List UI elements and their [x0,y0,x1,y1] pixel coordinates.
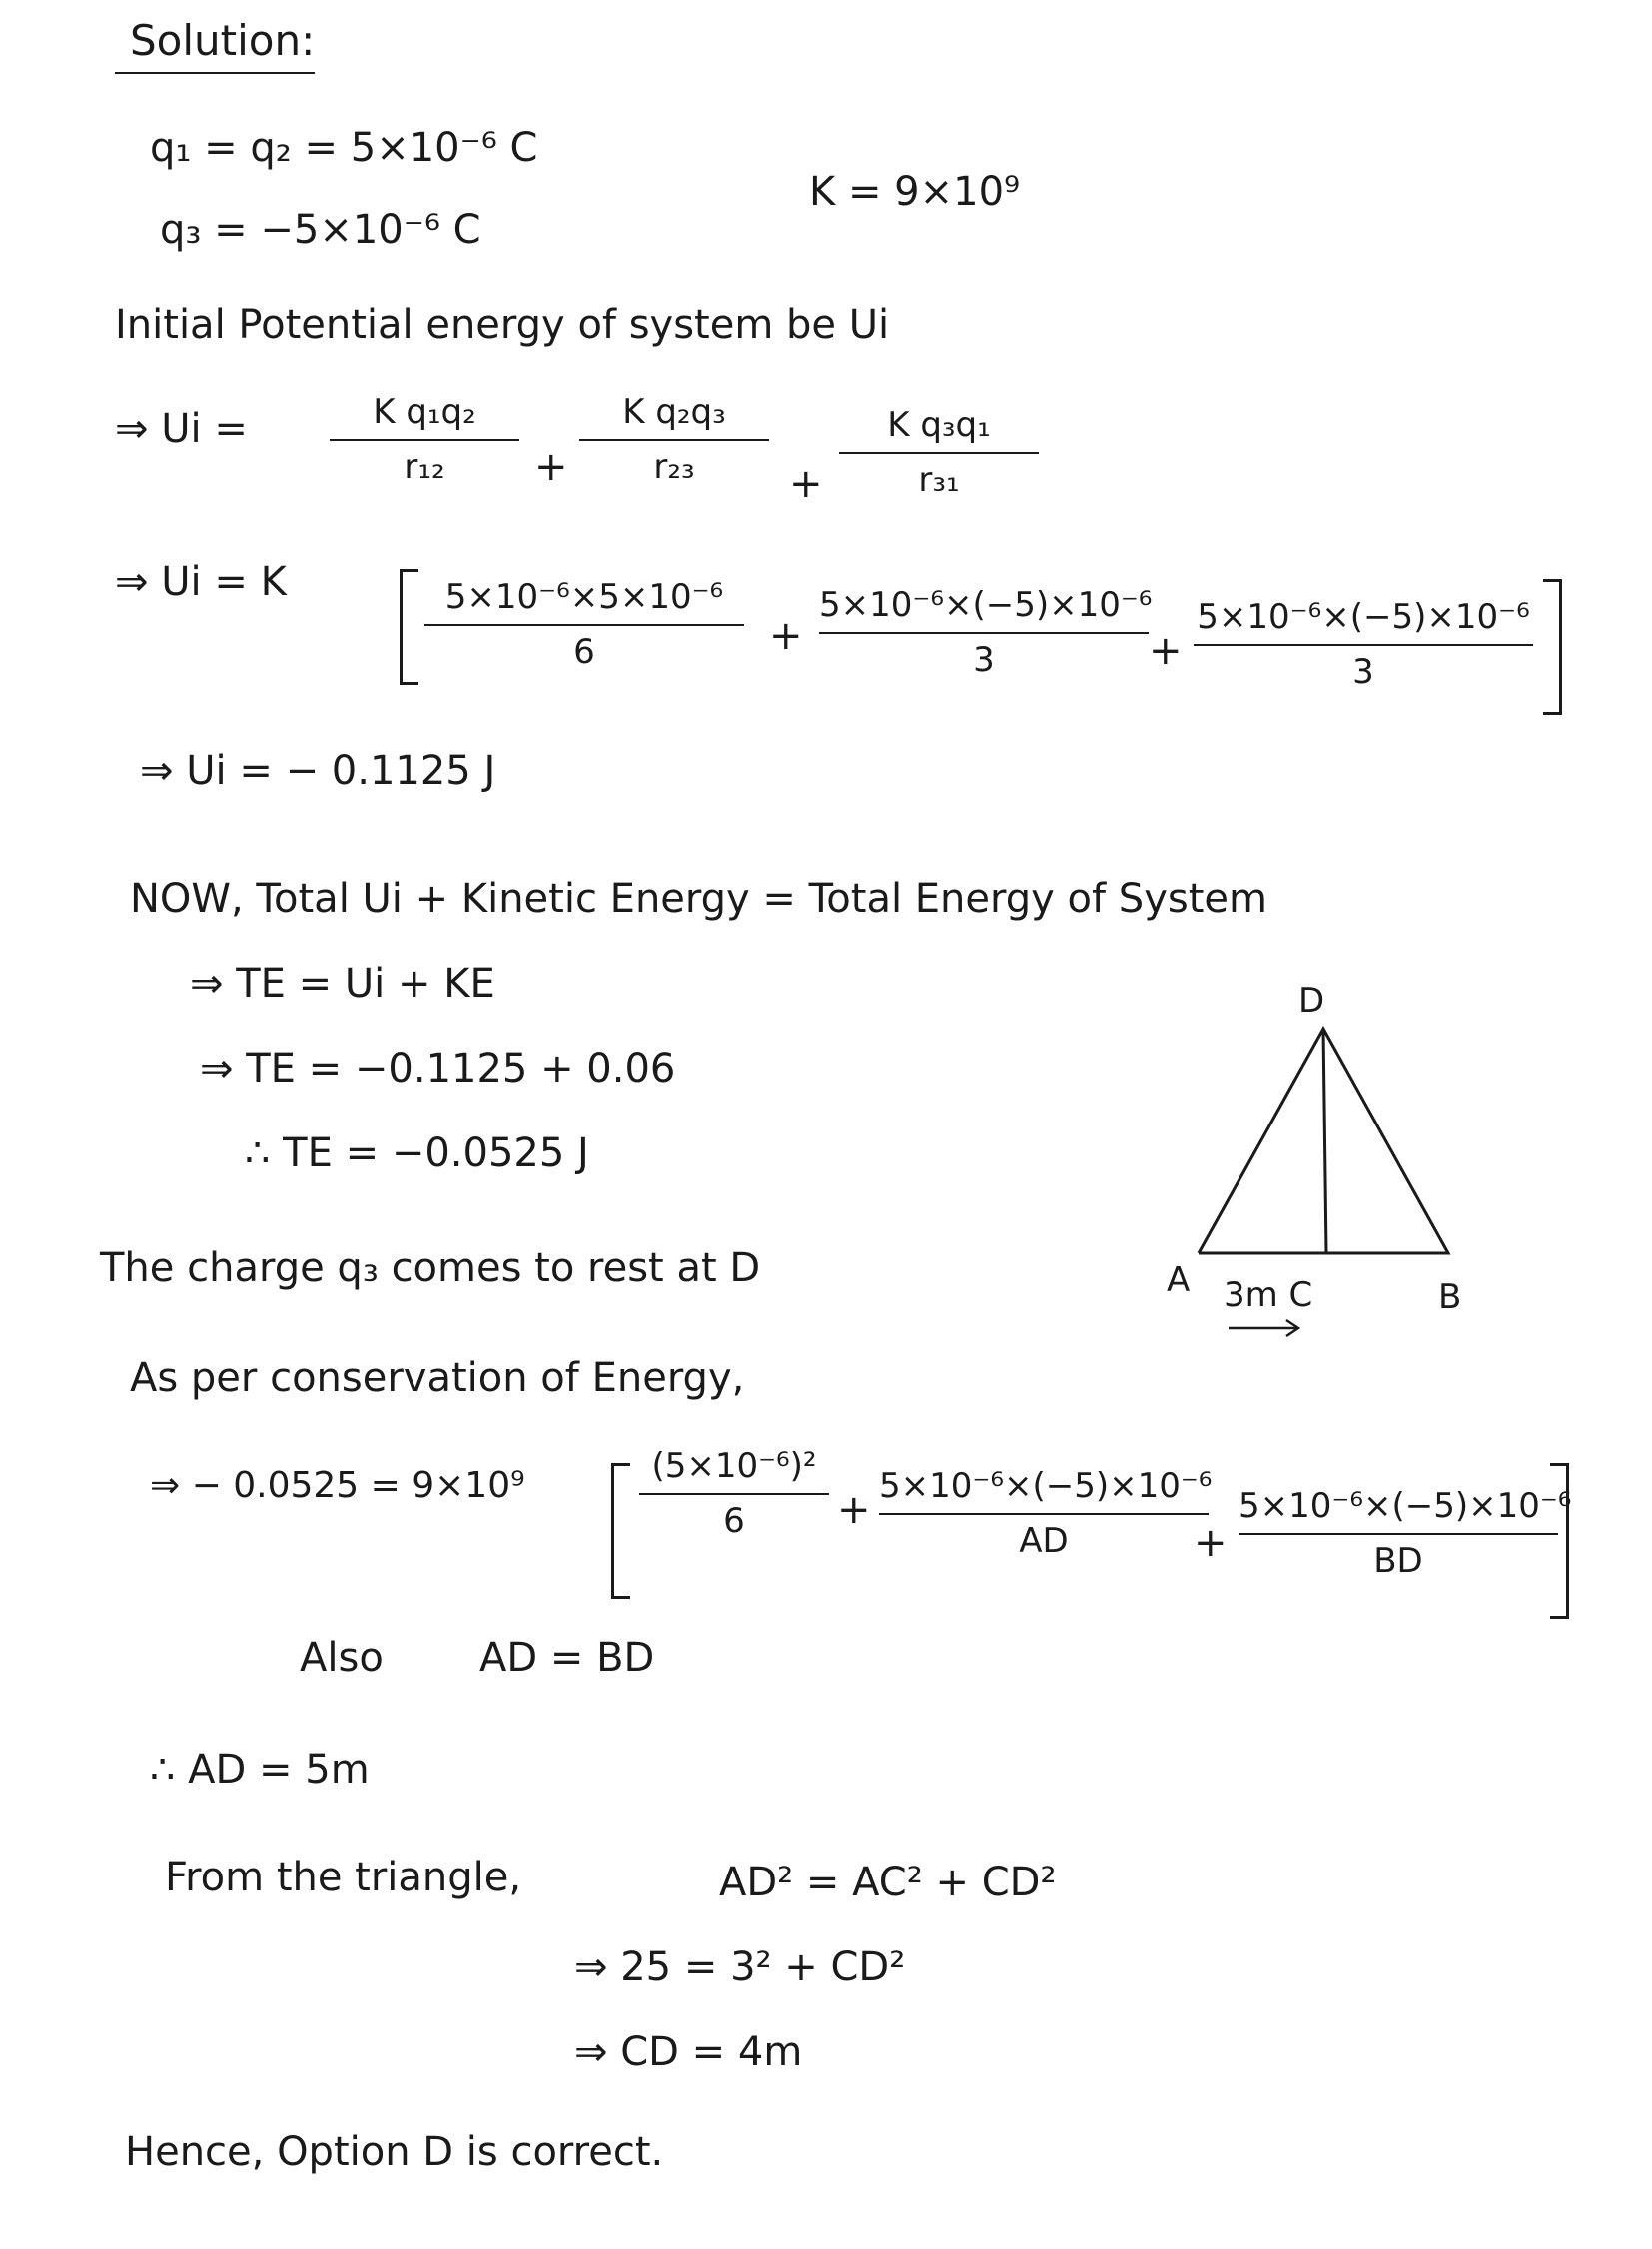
ui-subst-lhs: ⇒ Ui = K [115,559,287,605]
right-bracket [1550,1463,1569,1619]
ui-subst-term-2: 5×10⁻⁶×(−5)×10⁻⁶ 3 [819,585,1153,681]
base-ac-label: 3m C [1224,1275,1313,1315]
ad-equals-5m: ∴ AD = 5m [150,1747,370,1793]
vertex-d-label: D [1298,981,1325,1021]
energy-eq-term-2: 5×10⁻⁶×(−5)×10⁻⁶ AD [879,1466,1213,1562]
vertex-a-label: A [1167,1260,1191,1300]
given-k: K = 9×10⁹ [809,169,1021,215]
energy-eq-lhs: ⇒ − 0.0525 = 9×10⁹ [150,1465,525,1506]
right-bracket [1543,579,1562,715]
plus-sign: + [1149,628,1183,674]
plus-sign: + [1194,1520,1228,1566]
also-label: Also [300,1635,384,1681]
cd-result: ⇒ CD = 4m [574,2029,803,2075]
energy-eq-term-1: (5×10⁻⁶)² 6 [639,1448,829,1541]
plus-sign: + [789,461,823,507]
ui-term-3: K q₃q₁ r₃₁ [839,407,1039,500]
plus-sign: + [769,613,803,659]
given-q1-q2: q₁ = q₂ = 5×10⁻⁶ C [150,125,538,171]
pythagoras-equation: AD² = AC² + CD² [719,1860,1057,1905]
heading-underline [115,72,315,74]
triangle-altitude [1323,1029,1326,1253]
pythagoras-substituted: ⇒ 25 = 3² + CD² [574,1944,906,1990]
solution-heading: Solution: [130,16,316,65]
now-total-energy-line: NOW, Total Ui + Kinetic Energy = Total Energy of System [130,876,1267,922]
ui-term-2: K q₂q₃ r₂₃ [579,394,769,487]
conservation-label: As per conservation of Energy, [130,1355,745,1401]
te-equation-2: ⇒ TE = −0.1125 + 0.06 [200,1046,676,1092]
plus-sign: + [534,444,568,490]
initial-pe-label: Initial Potential energy of system be Ui [115,302,890,348]
ui-term-1: K q₁q₂ r₁₂ [330,394,519,487]
conclusion: Hence, Option D is correct. [125,2129,664,2175]
ui-formula-lhs: ⇒ Ui = [115,406,248,452]
ad-equals-bd: AD = BD [479,1635,655,1681]
ui-result: ⇒ Ui = − 0.1125 J [140,748,496,794]
left-bracket [400,569,418,685]
energy-eq-term-3: 5×10⁻⁶×(−5)×10⁻⁶ BD [1239,1486,1572,1582]
ui-subst-term-3: 5×10⁻⁶×(−5)×10⁻⁶ 3 [1194,599,1533,692]
ui-subst-term-1: 5×10⁻⁶×5×10⁻⁶ 6 [424,579,744,672]
from-triangle-label: From the triangle, [165,1855,522,1900]
given-q3: q₃ = −5×10⁻⁶ C [160,207,481,253]
te-equation-3: ∴ TE = −0.0525 J [245,1130,589,1176]
te-equation-1: ⇒ TE = Ui + KE [190,961,495,1007]
vertex-b-label: B [1438,1277,1462,1317]
plus-sign: + [837,1487,871,1533]
charge-rest-line: The charge q₃ comes to rest at D [100,1245,761,1291]
left-bracket [611,1463,630,1599]
